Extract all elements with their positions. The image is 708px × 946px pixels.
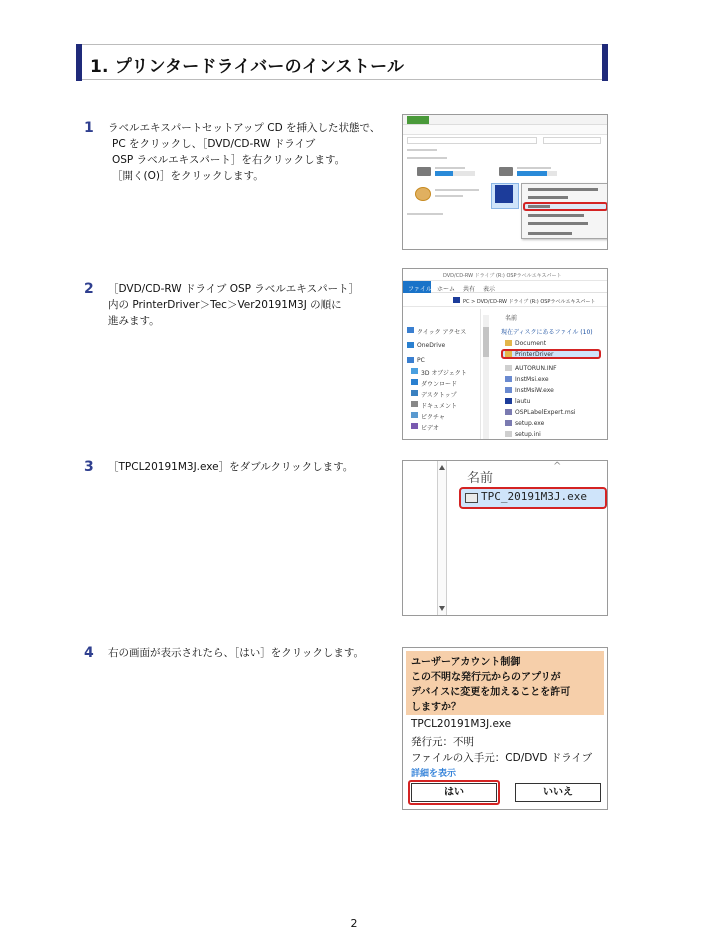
s2-group-header: 現在ディスクにあるファイル (10) (501, 329, 593, 336)
s3-column-name[interactable]: 名前 (467, 471, 494, 486)
step-number-4: 4 (84, 645, 94, 661)
s2-nav-item[interactable]: PC (417, 357, 425, 364)
screenshot-explorer-context-menu (402, 114, 608, 250)
s2-ribbon-tabs (403, 281, 607, 293)
step-3-text (108, 459, 353, 475)
uac-details-link[interactable]: 詳細を表示 (411, 769, 457, 779)
s2-nav-item[interactable]: ピクチャ (421, 414, 445, 421)
s2-address-path[interactable]: PC > DVD/CD-RW ドライブ (R:) OSPラベルエキスパート (463, 299, 596, 305)
s3-scrollbar[interactable] (437, 461, 447, 615)
s2-nav-item[interactable]: デスクトップ (421, 392, 457, 399)
s1-search-box (543, 137, 601, 144)
s2-nav-item[interactable]: ダウンロード (421, 381, 458, 388)
pc-icon (407, 357, 414, 363)
step-number-3: 3 (84, 459, 94, 475)
app-icon (505, 398, 512, 404)
s1-menu-item[interactable] (528, 222, 588, 225)
exe-icon (505, 387, 512, 393)
s1-osp-drive-icon (495, 185, 513, 203)
s2-address-drive-icon (453, 297, 460, 303)
uac-question-line: しますか？ (411, 702, 461, 713)
s1-titlebar (403, 115, 607, 125)
s1-highlight-frame (523, 202, 608, 211)
section-header (76, 44, 608, 80)
s2-tab-view[interactable]: 表示 (483, 286, 496, 293)
s1-menu-item[interactable] (528, 196, 568, 199)
uac-question-line: この不明な発行元からのアプリが (411, 672, 561, 683)
star-icon (407, 327, 414, 333)
msi-icon (505, 409, 512, 415)
s1-drive-icon (417, 167, 431, 176)
s2-nav-item[interactable]: ドキュメント (421, 403, 458, 410)
folder-icon (505, 340, 512, 346)
s1-drive-bar (517, 171, 547, 176)
file-icon (505, 365, 512, 371)
s3-highlight-frame (459, 487, 607, 509)
step-4-line-1: 右の画面が表示されたら、［はい］をクリックします。 (108, 647, 364, 659)
step-1-line-3: OSP ラベルエキスパート］を右クリックします。 (112, 154, 346, 166)
s2-file-row[interactable]: AUTORUN.INF (515, 365, 557, 372)
step-2-line-2: 内の PrinterDriver＞Tec＞Ver20191M3J の順に (108, 299, 342, 311)
uac-yes-button[interactable]: はい (411, 783, 497, 802)
s1-cd-icon (415, 187, 431, 201)
s2-file-row-printerdriver[interactable]: PrinterDriver (515, 351, 554, 358)
s1-label-line (407, 149, 437, 151)
step-number-1: 1 (84, 120, 94, 136)
step-2-line-3: 進みます。 (108, 315, 160, 327)
s2-file-row[interactable]: OSPLabelExpert.msi (515, 409, 576, 416)
uac-no-button[interactable]: いいえ (515, 783, 601, 802)
s2-highlight-frame (501, 349, 601, 359)
s2-nav-item[interactable]: ビデオ (421, 425, 439, 432)
s1-context-menu[interactable] (521, 183, 608, 239)
uac-dialog (402, 647, 608, 810)
s2-window-title: DVD/CD-RW ドライブ (R:) OSPラベルエキスパート (443, 273, 562, 279)
step-3-line-1: ［TPCL20191M3J.exe］をダブルクリックします。 (108, 461, 354, 473)
s2-file-tab-label: ファイル (408, 286, 432, 293)
s3-file-name[interactable]: TPC_20191M3J.exe (481, 490, 587, 503)
video-icon (411, 423, 418, 429)
s1-drive-label (435, 189, 479, 191)
uac-origin: ファイルの入手元：CD/DVD ドライブ (411, 752, 593, 764)
uac-title: ユーザーアカウント制御 (411, 657, 521, 668)
desktop-icon (411, 390, 418, 396)
step-1-line-2: PC をクリックし、［DVD/CD-RW ドライブ (112, 138, 316, 150)
step-2-text (108, 281, 359, 329)
s2-column-name[interactable]: 名前 (505, 315, 518, 322)
screenshot-file-zoom (402, 460, 608, 616)
s1-label-line (407, 213, 443, 215)
step-1-text (108, 120, 380, 184)
s2-file-row[interactable]: setup.exe (515, 420, 545, 427)
s2-file-row[interactable]: Document (515, 340, 547, 347)
step-4-text (108, 645, 364, 661)
s2-nav-item[interactable]: 3D オブジェクト (421, 370, 467, 377)
s1-drive-tools-tab (407, 116, 429, 124)
s1-label-line (407, 157, 447, 159)
s2-file-row[interactable]: lautu (515, 398, 531, 405)
s1-ribbon (403, 125, 607, 135)
s1-address-bar (407, 137, 537, 144)
s1-drive-label (517, 167, 551, 169)
s2-scroll-thumb[interactable] (483, 327, 489, 357)
cloud-icon (407, 342, 414, 348)
s2-nav-item[interactable]: クイック アクセス (417, 329, 467, 336)
document-icon (411, 401, 418, 407)
s1-drive-bar (435, 171, 453, 176)
s2-file-row[interactable]: setup.ini (515, 431, 541, 438)
s2-file-row[interactable]: InstMsi.exe (515, 376, 549, 383)
scroll-down-icon[interactable] (439, 606, 445, 611)
uac-yes-highlight (408, 780, 500, 805)
step-2-line-1: ［DVD/CD-RW ドライブ OSP ラベルエキスパート］ (108, 283, 360, 295)
s2-nav-item[interactable]: OneDrive (417, 342, 446, 349)
step-number-2: 2 (84, 281, 94, 297)
uac-question-line: デバイスに変更を加えることを許可 (411, 687, 571, 698)
page-number: 2 (350, 917, 358, 930)
s2-file-row[interactable]: InstMsiW.exe (515, 387, 554, 394)
s1-drive-label (435, 195, 463, 197)
3d-objects-icon (411, 368, 418, 374)
step-1-line-4: ［開く(O)］をクリックします。 (112, 170, 264, 182)
scroll-up-icon[interactable] (439, 465, 445, 470)
screenshot-explorer-navigation (402, 268, 608, 440)
uac-file-name: TPCL20191M3J.exe (411, 718, 512, 730)
s2-tab-share[interactable]: 共有 (463, 286, 476, 293)
sort-caret-icon: ^ (553, 461, 562, 472)
download-icon (411, 379, 418, 385)
step-1-line-1: ラベルエキスパートセットアップ CD を挿入した状態で、 (108, 122, 381, 134)
section-title: 1. プリンタードライバーのインストール (90, 57, 405, 77)
uac-publisher: 発行元：不明 (411, 736, 474, 748)
setup-icon (505, 420, 512, 426)
s1-menu-item[interactable] (528, 214, 584, 217)
ini-icon (505, 431, 512, 437)
exe-icon (505, 376, 512, 382)
s1-drive-label (435, 167, 465, 169)
s1-drive-icon (499, 167, 513, 176)
s2-tab-home[interactable]: ホーム (437, 286, 456, 293)
s1-menu-item[interactable] (528, 188, 598, 191)
picture-icon (411, 412, 418, 418)
s1-menu-item[interactable] (528, 232, 572, 235)
